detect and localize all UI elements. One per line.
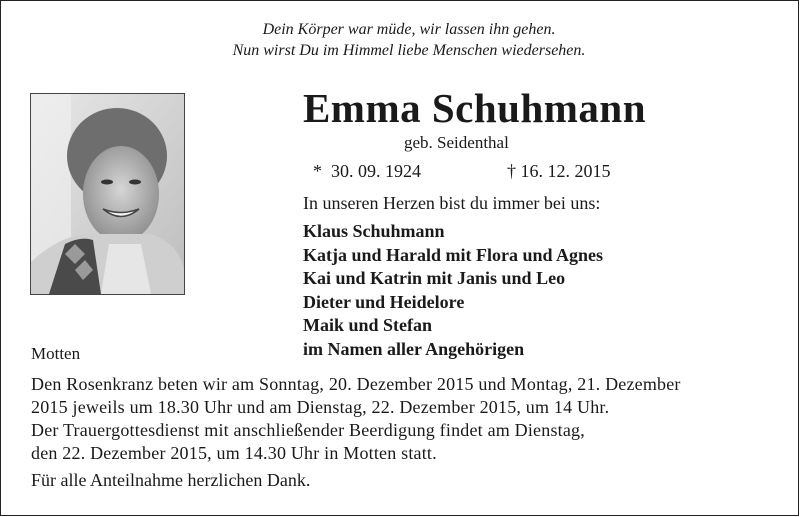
birth-name: geb. Seidenthal — [404, 133, 509, 152]
thanks-text: Für alle Anteilnahme herzlichen Dank. — [31, 470, 311, 490]
portrait-photo — [30, 93, 185, 295]
mourner-line: Klaus Schuhmann — [303, 221, 445, 241]
birth-date — [313, 161, 421, 182]
service-line: den 22. Dezember 2015, um 14.30 Uhr in Motten statt. — [31, 443, 437, 463]
motto-line-2: Nun wirst Du im Himmel liebe Menschen wiedersehen. — [232, 42, 586, 59]
birth-date-value: 30. 09. 1924 — [331, 161, 421, 181]
mourner-line: im Namen aller Angehörigen — [303, 338, 525, 359]
service-line: Der Trauergottesdienst mit anschließender Beerdigung findet am Dienstag, — [31, 420, 585, 440]
intro-text: In unseren Herzen bist du immer bei uns: — [303, 193, 601, 213]
portrait-illustration — [31, 94, 184, 294]
death-date-value: 16. 12. 2015 — [520, 161, 611, 181]
deceased-name: Emma Schuhmann — [302, 85, 647, 131]
motto-line-1: Dein Körper war müde, wir lassen ihn gehen. — [262, 21, 556, 38]
mourners-list — [303, 220, 603, 361]
death-date — [507, 161, 611, 182]
service-line: 2015 jeweils um 18.30 Uhr und am Dienstag, 22. Dezember 2015, um 14 Uhr. — [31, 397, 610, 417]
motto — [0, 19, 800, 61]
death-cross-icon: † — [507, 161, 516, 181]
service-details — [31, 373, 681, 465]
birth-asterisk-icon: * — [313, 161, 322, 181]
place-name: Motten — [31, 344, 81, 363]
service-line: Den Rosenkranz beten wir am Sonntag, 20. Dezember 2015 und Montag, 21. Dezember — [31, 374, 681, 394]
mourner-line: Maik und Stefan — [303, 315, 433, 335]
mourner-line: Dieter und Heidelore — [303, 291, 465, 312]
mourner-line: Katja und Harald mit Flora und Agnes — [303, 244, 604, 265]
mourner-line: Kai und Katrin mit Janis und Leo — [303, 268, 566, 288]
